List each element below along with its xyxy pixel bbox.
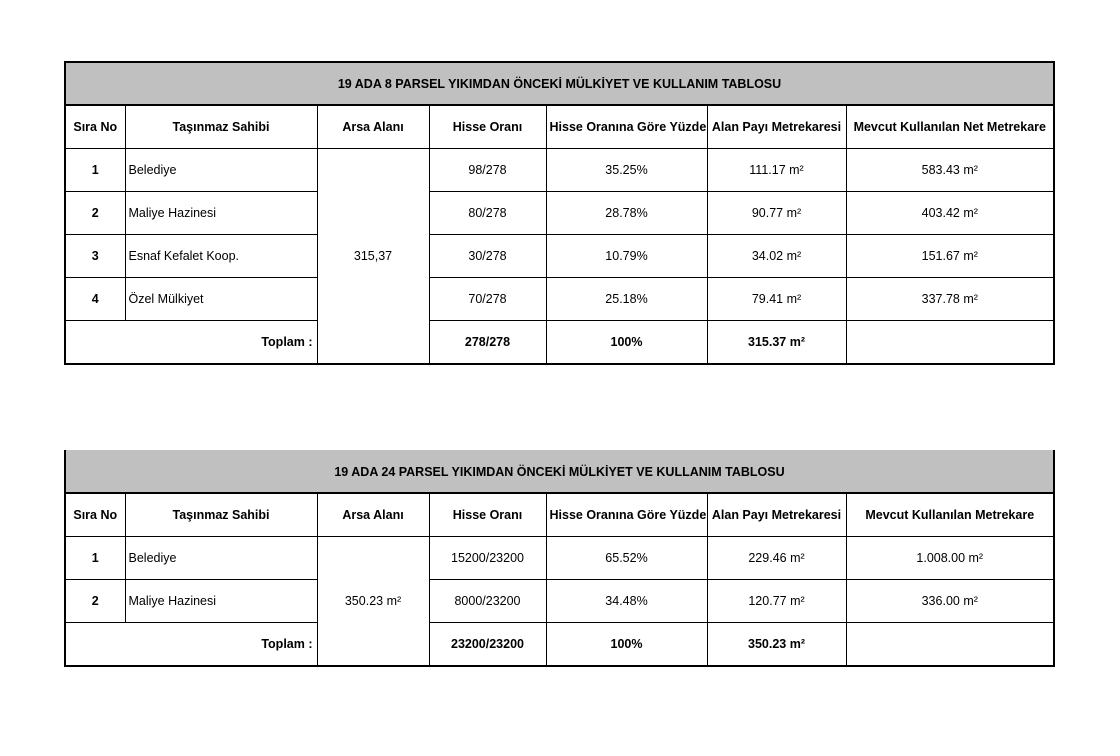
table-title: 19 ADA 24 PARSEL YIKIMDAN ÖNCEKİ MÜLKİYET VE KULLANIM TABLOSU <box>65 451 1054 494</box>
row-no: 2 <box>65 192 125 235</box>
row-percent: 35.25% <box>546 149 707 192</box>
total-label: Toplam : <box>65 623 317 667</box>
ownership-table-19-ada-8-parsel <box>64 61 1055 365</box>
row-owner: Belediye <box>125 149 317 192</box>
row-no: 1 <box>65 537 125 580</box>
total-label: Toplam : <box>65 321 317 365</box>
row-no: 2 <box>65 580 125 623</box>
row-percent: 10.79% <box>546 235 707 278</box>
row-owner: Belediye <box>125 537 317 580</box>
header-percent: Hisse Oranına Göre Yüzde <box>546 493 707 537</box>
row-area: 229.46 m² <box>707 537 846 580</box>
header-area: Alan Payı Metrekaresi <box>707 493 846 537</box>
row-owner: Maliye Hazinesi <box>125 192 317 235</box>
table-row <box>65 192 1054 235</box>
row-area: 120.77 m² <box>707 580 846 623</box>
total-share: 23200/23200 <box>429 623 546 667</box>
row-no: 1 <box>65 149 125 192</box>
header-sira-no: Sıra No <box>65 493 125 537</box>
row-share: 70/278 <box>429 278 546 321</box>
row-share: 15200/23200 <box>429 537 546 580</box>
arsa-alani-cell: 315,37 <box>317 149 429 365</box>
row-used: 336.00 m² <box>846 580 1054 623</box>
row-percent: 28.78% <box>546 192 707 235</box>
row-owner: Özel Mülkiyet <box>125 278 317 321</box>
row-owner: Maliye Hazinesi <box>125 580 317 623</box>
header-used: Mevcut Kullanılan Metrekare <box>846 493 1054 537</box>
row-no: 4 <box>65 278 125 321</box>
header-percent: Hisse Oranına Göre Yüzde <box>546 105 707 149</box>
header-arsa-alani: Arsa Alanı <box>317 493 429 537</box>
row-share: 8000/23200 <box>429 580 546 623</box>
row-used: 1.008.00 m² <box>846 537 1054 580</box>
arsa-alani-cell: 350.23 m² <box>317 537 429 667</box>
row-area: 34.02 m² <box>707 235 846 278</box>
table-row <box>65 278 1054 321</box>
total-percent: 100% <box>546 321 707 365</box>
header-hisse-orani: Hisse Oranı <box>429 493 546 537</box>
total-share: 278/278 <box>429 321 546 365</box>
total-used-empty <box>846 321 1054 365</box>
row-percent: 34.48% <box>546 580 707 623</box>
total-area: 350.23 m² <box>707 623 846 667</box>
row-percent: 25.18% <box>546 278 707 321</box>
row-used: 403.42 m² <box>846 192 1054 235</box>
header-row <box>65 493 1054 537</box>
total-area: 315.37 m² <box>707 321 846 365</box>
row-used: 151.67 m² <box>846 235 1054 278</box>
row-share: 98/278 <box>429 149 546 192</box>
header-hisse-orani: Hisse Oranı <box>429 105 546 149</box>
header-used: Mevcut Kullanılan Net Metrekare <box>846 105 1054 149</box>
row-owner: Esnaf Kefalet Koop. <box>125 235 317 278</box>
header-area: Alan Payı Metrekaresi <box>707 105 846 149</box>
header-arsa-alani: Arsa Alanı <box>317 105 429 149</box>
table-row <box>65 235 1054 278</box>
header-owner: Taşınmaz Sahibi <box>125 493 317 537</box>
table-row <box>65 149 1054 192</box>
total-row <box>65 321 1054 365</box>
row-no: 3 <box>65 235 125 278</box>
table-row <box>65 537 1054 580</box>
table-row <box>65 580 1054 623</box>
total-percent: 100% <box>546 623 707 667</box>
row-used: 583.43 m² <box>846 149 1054 192</box>
row-percent: 65.52% <box>546 537 707 580</box>
row-area: 111.17 m² <box>707 149 846 192</box>
header-owner: Taşınmaz Sahibi <box>125 105 317 149</box>
row-share: 30/278 <box>429 235 546 278</box>
row-area: 79.41 m² <box>707 278 846 321</box>
row-area: 90.77 m² <box>707 192 846 235</box>
total-used-empty <box>846 623 1054 667</box>
table-title: 19 ADA 8 PARSEL YIKIMDAN ÖNCEKİ MÜLKİYET VE KULLANIM TABLOSU <box>65 62 1054 105</box>
ownership-table-19-ada-24-parsel <box>64 450 1055 667</box>
row-share: 80/278 <box>429 192 546 235</box>
row-used: 337.78 m² <box>846 278 1054 321</box>
header-sira-no: Sıra No <box>65 105 125 149</box>
total-row <box>65 623 1054 667</box>
header-row <box>65 105 1054 149</box>
